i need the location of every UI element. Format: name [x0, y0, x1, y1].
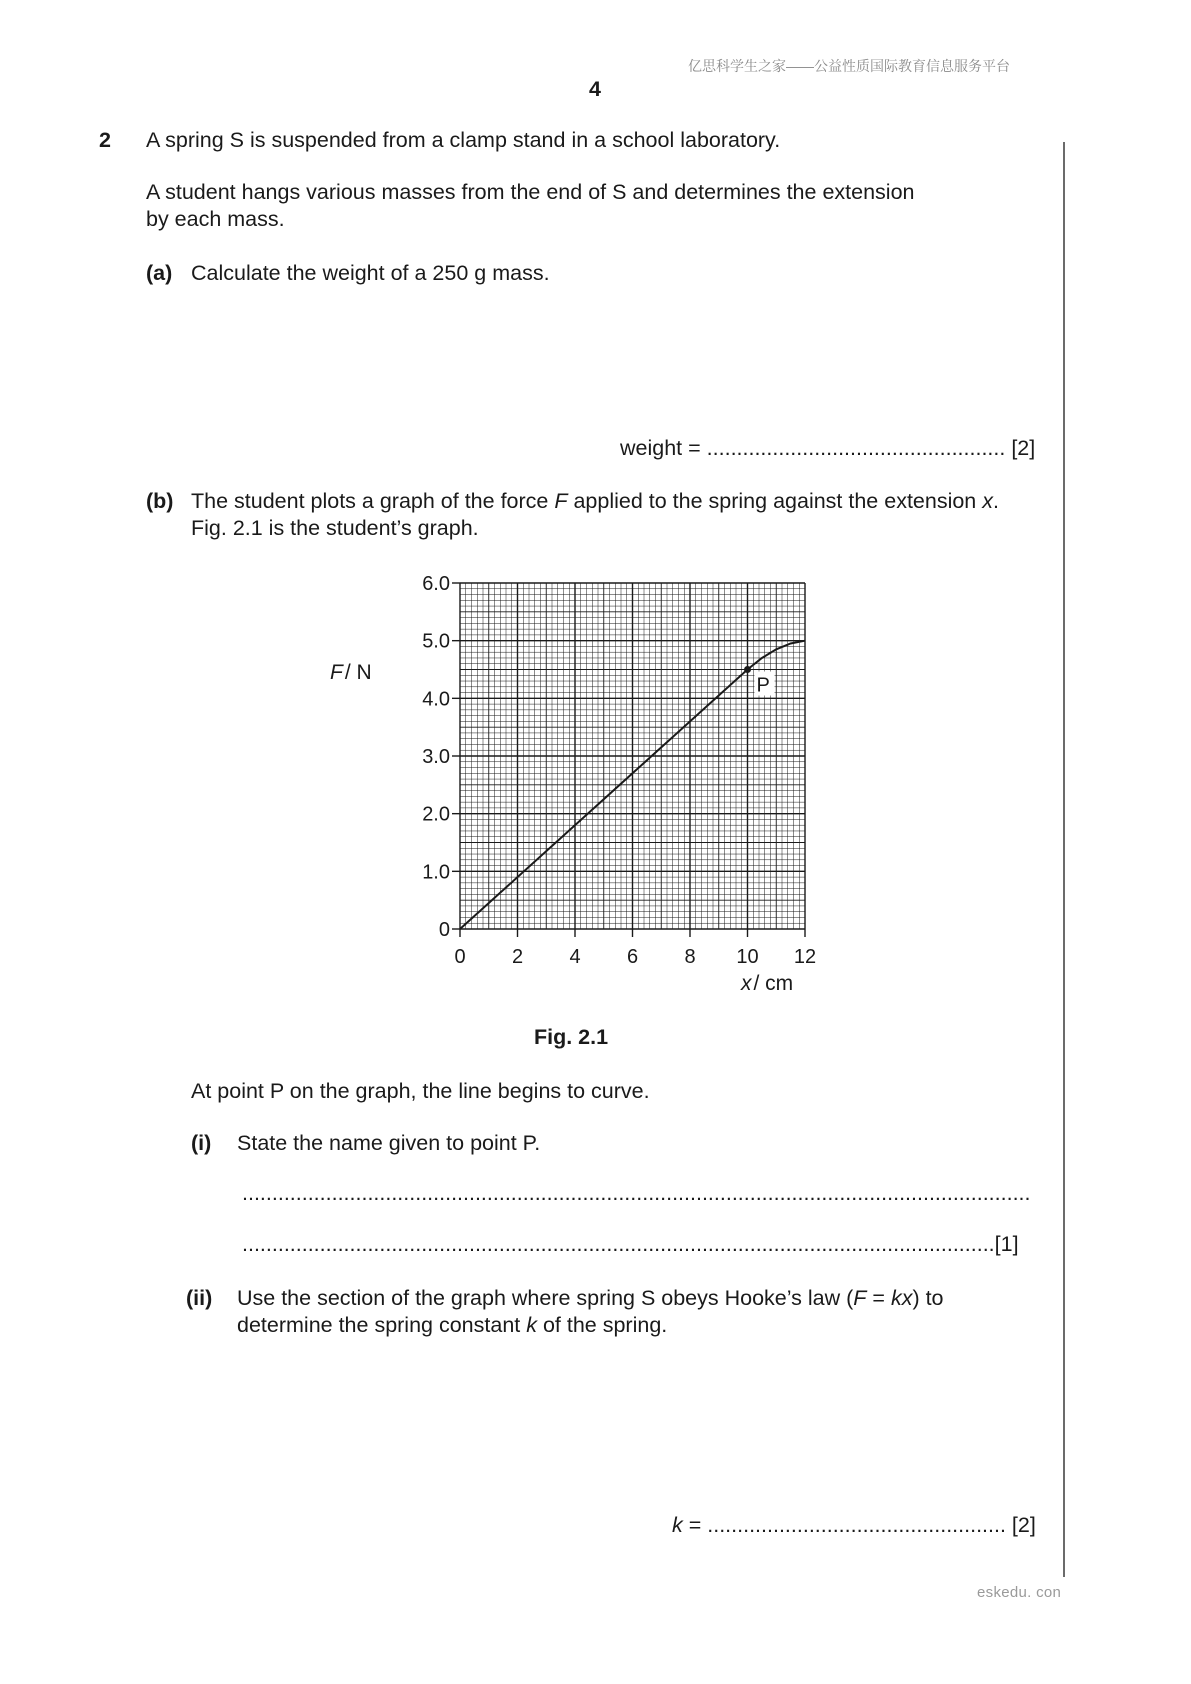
x-tick-label: 12: [793, 946, 817, 968]
y-axis-label: F/ N: [330, 661, 372, 684]
part-b-i-label: (i): [191, 1131, 212, 1155]
question-number: 2: [99, 128, 111, 152]
y-tick-label: 1.0: [422, 861, 450, 884]
part-a-text: Calculate the weight of a 250 g mass.: [191, 261, 550, 285]
part-b-i-marks: [1]: [994, 1232, 1019, 1256]
x-tick-label: 2: [511, 946, 524, 968]
part-b-ii-line2-end: of the spring.: [536, 1313, 668, 1337]
part-b-line1-F: F: [554, 489, 568, 513]
k-answer-line: [672, 1512, 1036, 1539]
y-tick-label: 5.0: [422, 630, 450, 653]
part-a-label: (a): [146, 261, 173, 285]
part-a-marks: [2]: [1011, 436, 1036, 460]
point-p-marker: [744, 666, 751, 673]
x-tick-label: 8: [684, 946, 696, 968]
part-b-ii-line1-end: ) to: [912, 1286, 944, 1310]
y-tick-label: 6.0: [422, 573, 450, 595]
part-b-line1-end: .: [993, 489, 999, 513]
part-b-line1-mid: applied to the spring against the extension: [567, 489, 983, 513]
part-b-ii-marks: [2]: [1011, 1513, 1036, 1537]
weight-answer-label: weight =: [620, 436, 701, 460]
part-b-label: (b): [146, 489, 174, 513]
x-axis-label: x/ cm: [741, 972, 794, 995]
part-b-after-text: At point P on the graph, the line begins to curve.: [191, 1079, 650, 1103]
part-b-i-answer-line-1[interactable]: ....................................................................................................................................: [242, 1181, 1031, 1205]
part-b-ii-line1-pre: Use the section of the graph where spring S obeys Hooke’s law (: [237, 1286, 854, 1310]
part-b-ii-line1-F: F: [853, 1286, 867, 1310]
x-tick-label: 10: [736, 946, 759, 968]
part-b-ii-line1-kx: kx: [890, 1286, 913, 1310]
part-b-line2: Fig. 2.1 is the student’s graph.: [191, 516, 479, 540]
k-answer-eq: =: [682, 1513, 702, 1537]
y-tick-label: 3.0: [422, 746, 450, 768]
point-p-label: P: [756, 674, 770, 697]
k-answer-field[interactable]: ..................................................: [707, 1513, 1006, 1537]
figure-caption: Fig. 2.1: [534, 1025, 609, 1049]
weight-answer-field[interactable]: ..................................................: [706, 436, 1006, 460]
header-site-text: 亿思科学生之家——公益性质国际教育信息服务平台: [688, 58, 1010, 74]
part-b-ii-line2-k: k: [526, 1313, 537, 1337]
page-number: 4: [589, 77, 601, 101]
k-answer-label: k: [672, 1513, 683, 1537]
y-tick-label: 0: [438, 919, 450, 941]
question-intro-1: A spring S is suspended from a clamp stand in a school laboratory.: [146, 128, 781, 152]
part-b-line1-pre: The student plots a graph of the force: [191, 489, 555, 513]
part-b-ii-label: (ii): [186, 1286, 213, 1310]
question-intro-2b: by each mass.: [146, 207, 285, 231]
x-tick-label: 0: [454, 946, 466, 968]
part-b-ii-line2: [237, 1312, 667, 1339]
footer-site-text: eskedu. con: [977, 1584, 1062, 1601]
part-b-ii-line2-pre: determine the spring constant: [237, 1313, 527, 1337]
part-b-i-text: State the name given to point P.: [237, 1131, 541, 1155]
part-b-i-answer-row-2: [242, 1231, 1019, 1258]
x-tick-label: 6: [626, 946, 639, 968]
y-tick-label: 2.0: [422, 803, 450, 826]
part-b-line1-x: x: [982, 489, 993, 513]
part-b-ii-line1: [237, 1285, 1043, 1312]
y-tick-label: 4.0: [422, 688, 450, 711]
part-b-i-answer-line-2[interactable]: ..............................................................................................................................: [242, 1232, 995, 1256]
x-tick-label: 4: [569, 946, 581, 968]
part-b-ii-line1-eq: =: [866, 1286, 891, 1310]
question-intro-2a: A student hangs various masses from the end of S and determines the extension: [146, 180, 915, 204]
